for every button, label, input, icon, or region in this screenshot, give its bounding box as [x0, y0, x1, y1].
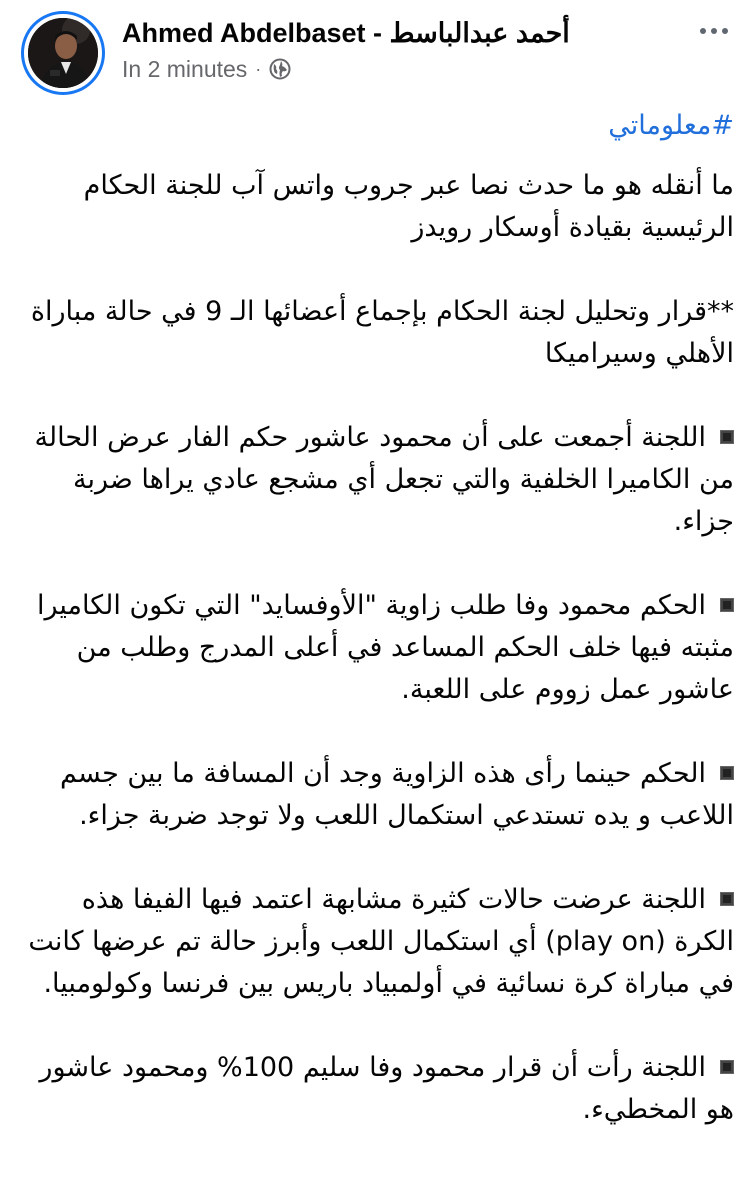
paragraph-gap	[22, 837, 734, 879]
post-body	[22, 105, 734, 1131]
paragraph-text: ما أنقله هو ما حدث نصا عبر جروب واتس آب للجنة الحكام الرئيسية بقيادة أوسكار رويدز	[83, 170, 734, 243]
paragraph-gap	[22, 249, 734, 291]
paragraph	[22, 165, 734, 249]
post-header	[0, 0, 753, 100]
paragraph-text: اللجنة رأت أن قرار محمود وفا سليم 100% ومحمود عاشور هو المخطيء.	[39, 1052, 734, 1125]
black-square-bullet-icon	[720, 598, 734, 612]
paragraph	[22, 291, 734, 375]
paragraph-text: اللجنة عرضت حالات كثيرة مشابهة اعتمد فيها الفيفا هذه الكرة (play on) أي استكمال اللعب وأبرز حالة تم عرضها كانت في مباراة كرة نسائية في أولمبياد باريس بين فرنسا وكولومبيا.	[28, 884, 734, 999]
paragraph-text: اللجنة أجمعت على أن محمود عاشور حكم الفار عرض الحالة من الكاميرا الخلفية والتي تجعل أي مشجع عادي يراها ضربة جزاء.	[34, 422, 734, 537]
globe-icon[interactable]	[269, 58, 291, 80]
paragraph-text: الحكم حينما رأى هذه الزاوية وجد أن المسافة ما بين جسم اللاعب و يده تستدعي استكمال اللعب ولا توجد ضربة جزاء.	[60, 758, 734, 831]
paragraph-text: **قرار وتحليل لجنة الحكام بإجماع أعضائها الـ 9 في حالة مباراة الأهلي وسيراميكا	[30, 296, 734, 369]
post-meta	[122, 55, 291, 83]
paragraph-gap	[22, 543, 734, 585]
avatar[interactable]	[21, 11, 105, 95]
meta-separator: ·	[255, 58, 262, 79]
avatar-photo	[28, 18, 98, 88]
paragraph-gap	[22, 1005, 734, 1047]
spacer	[22, 147, 734, 165]
black-square-bullet-icon	[720, 892, 734, 906]
bullet-paragraph	[22, 585, 734, 711]
more-dot	[722, 28, 728, 34]
paragraph-text: الحكم محمود وفا طلب زاوية "الأوفسايد" التي تكون الكاميرا مثبته فيها خلف الحكم المساعد في أعلى المدرج وطلب من عاشور عمل زووم على اللعبة.	[37, 590, 734, 705]
author-name[interactable]: Ahmed Abdelbaset - أحمد عبدالباسط	[122, 18, 570, 48]
post-paragraphs	[22, 165, 734, 1131]
post-time[interactable]: In 2 minutes	[122, 55, 248, 82]
black-square-bullet-icon	[720, 1060, 734, 1074]
paragraph-gap	[22, 375, 734, 417]
more-dot	[711, 28, 717, 34]
black-square-bullet-icon	[720, 766, 734, 780]
black-square-bullet-icon	[720, 430, 734, 444]
more-options-icon[interactable]	[692, 14, 736, 48]
more-dot	[700, 28, 706, 34]
hashtag-link[interactable]: #معلوماتي	[608, 110, 734, 141]
bullet-paragraph	[22, 1047, 734, 1131]
paragraph-gap	[22, 711, 734, 753]
bullet-paragraph	[22, 417, 734, 543]
bullet-paragraph	[22, 753, 734, 837]
bullet-paragraph	[22, 879, 734, 1005]
